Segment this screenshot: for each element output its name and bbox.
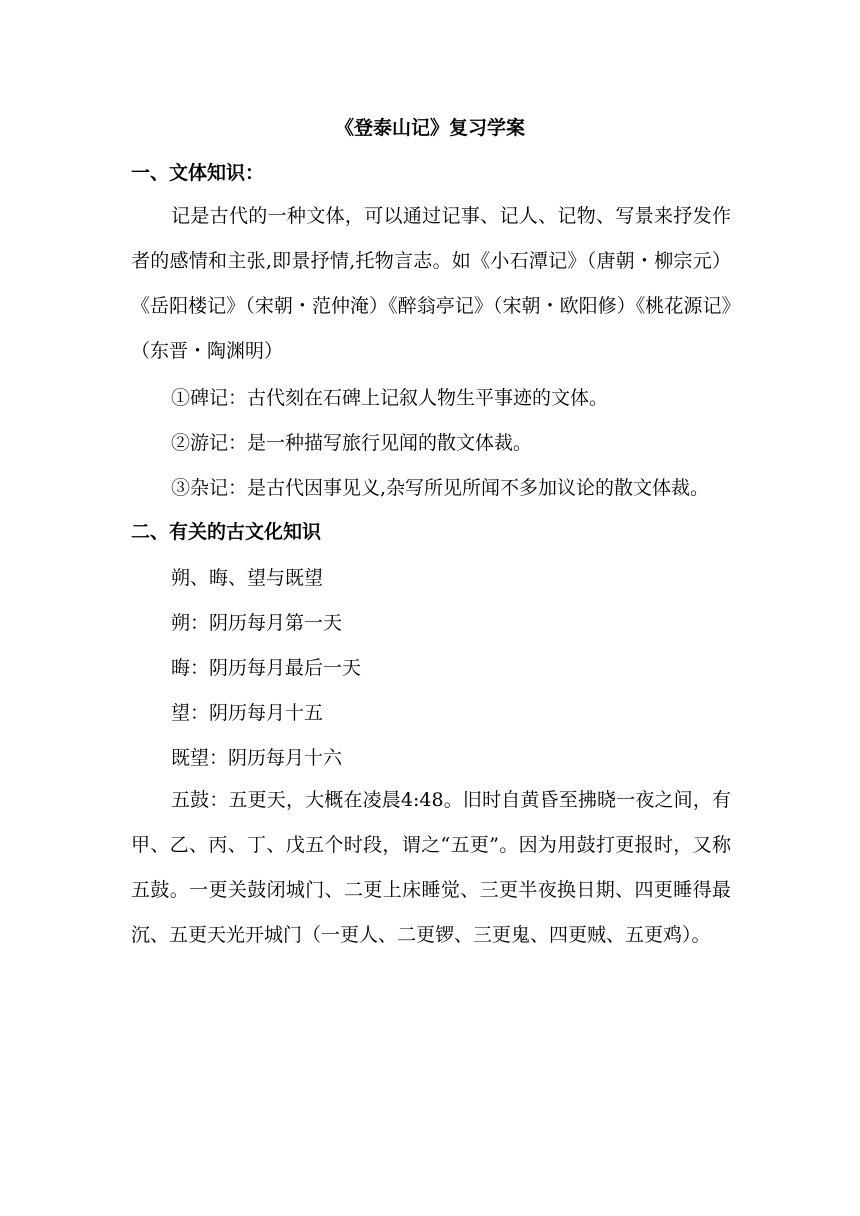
definition-hui: 晦：阴历每月最后一天	[171, 657, 362, 679]
page-title: 《登泰山记》复习学案	[334, 117, 525, 139]
genre-intro-paragraph: 记是古代的一种文体，可以通过记事、记人、记物、写景来抒发作者的感情和主张,即景抒情,托物言志。如《小石潭记》（唐朝・柳宗元）《岳阳楼记》（宋朝・范仲淹）《醉翁亭记》（宋朝・欧阳修）《桃花源记》（东晋・陶渊明）	[131, 205, 731, 362]
culture-subtitle: 朔、晦、望与既望	[171, 567, 324, 589]
section-heading-culture: 二、有关的古文化知识	[131, 521, 322, 543]
list-item-travel-record: ②游记：是一种描写旅行见闻的散文体裁。	[171, 432, 533, 454]
section-heading-genre: 一、文体知识：	[131, 162, 265, 184]
wugu-paragraph: 五鼓：五更天，大概在凌晨4:48。旧时自黄昏至拂晓一夜之间，有甲、乙、丙、丁、戊五个时段，谓之“五更”。因为用鼓打更报时，又称五鼓。一更关鼓闭城门、二更上床睡觉、三更半夜换日期、四更睡得最沉、五更天光开城门（一更人、二更锣、三更鬼、四更贼、五更鸡）。	[131, 789, 731, 946]
list-item-stele-record: ①碑记：古代刻在石碑上记叙人物生平事迹的文体。	[171, 387, 609, 409]
list-item-miscellaneous-record: ③杂记：是古代因事见义,杂写所见所闻不多加议论的散文体裁。	[171, 477, 710, 499]
definition-shuo: 朔：阴历每月第一天	[171, 612, 343, 634]
definition-wang: 望：阴历每月十五	[171, 702, 324, 724]
definition-jiwang: 既望：阴历每月十六	[171, 747, 343, 769]
